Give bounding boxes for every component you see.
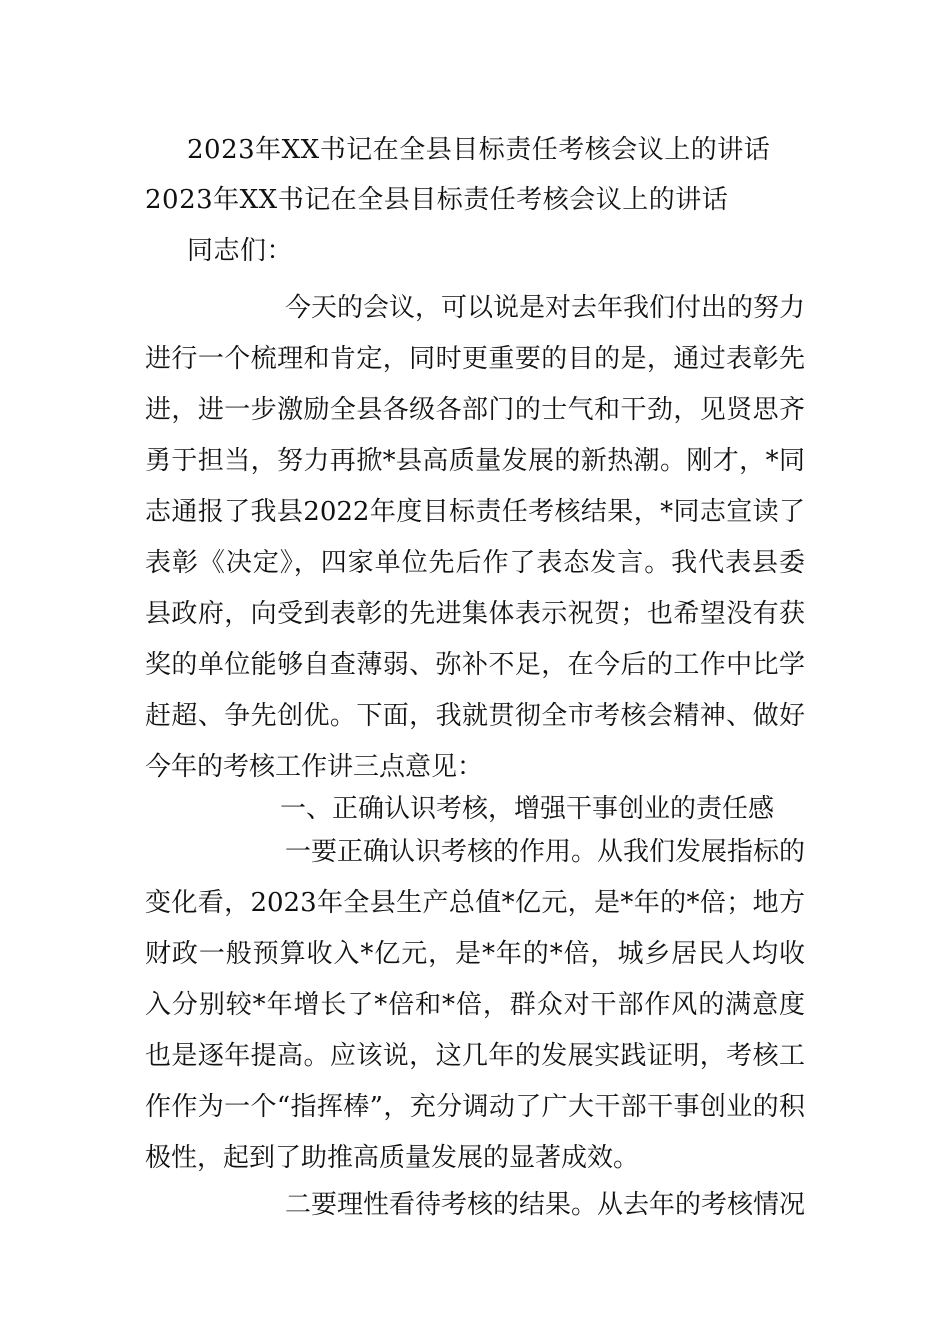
greeting: 同志们： [187, 236, 294, 266]
paragraph-results: 二要理性看待考核的结果。从去年的考核情况 [285, 1190, 806, 1220]
section-heading-1: 一、正确认识考核，增强干事创业的责任感 [280, 794, 775, 824]
paragraph-understand-role: 一要正确认识考核的作用。从我们发展指标的变化看，2023年全县生产总值*亿元，是*年的*倍；地方财政一般预算收入*亿元，是*年的*倍，城乡居民人均收入分别较*年增长了*倍和*倍，群众对干部作风的满意度也是逐年提高。应该说，这几年的发展实践证明，考核工作作为一个“指挥棒”，充分调动了广大干部干事创业的积极性，起到了助推高质量发展的显著成效。 [145, 837, 806, 1173]
document-subtitle: 2023年XX书记在全县目标责任考核会议上的讲话 [145, 185, 729, 215]
paragraph-intro: 今天的会议，可以说是对去年我们付出的努力进行一个梳理和肯定，同时更重要的目的是，通过表彰先进，进一步激励全县各级各部门的士气和干劲，见贤思齐勇于担当，努力再掀*县高质量发展的新热潮。刚才，*同志通报了我县2022年度目标责任考核结果，*同志宣读了表彰《决定》，四家单位先后作了表态发言。我代表县委县政府，向受到表彰的先进集体表示祝贺；也希望没有获奖的单位能够自查薄弱、弥补不足，在今后的工作中比学赶超、争先创优。下面，我就贯彻全市考核会精神、做好今年的考核工作讲三点意见： [145, 293, 806, 782]
document-title: 2023年XX书记在全县目标责任考核会议上的讲话 [187, 135, 771, 165]
